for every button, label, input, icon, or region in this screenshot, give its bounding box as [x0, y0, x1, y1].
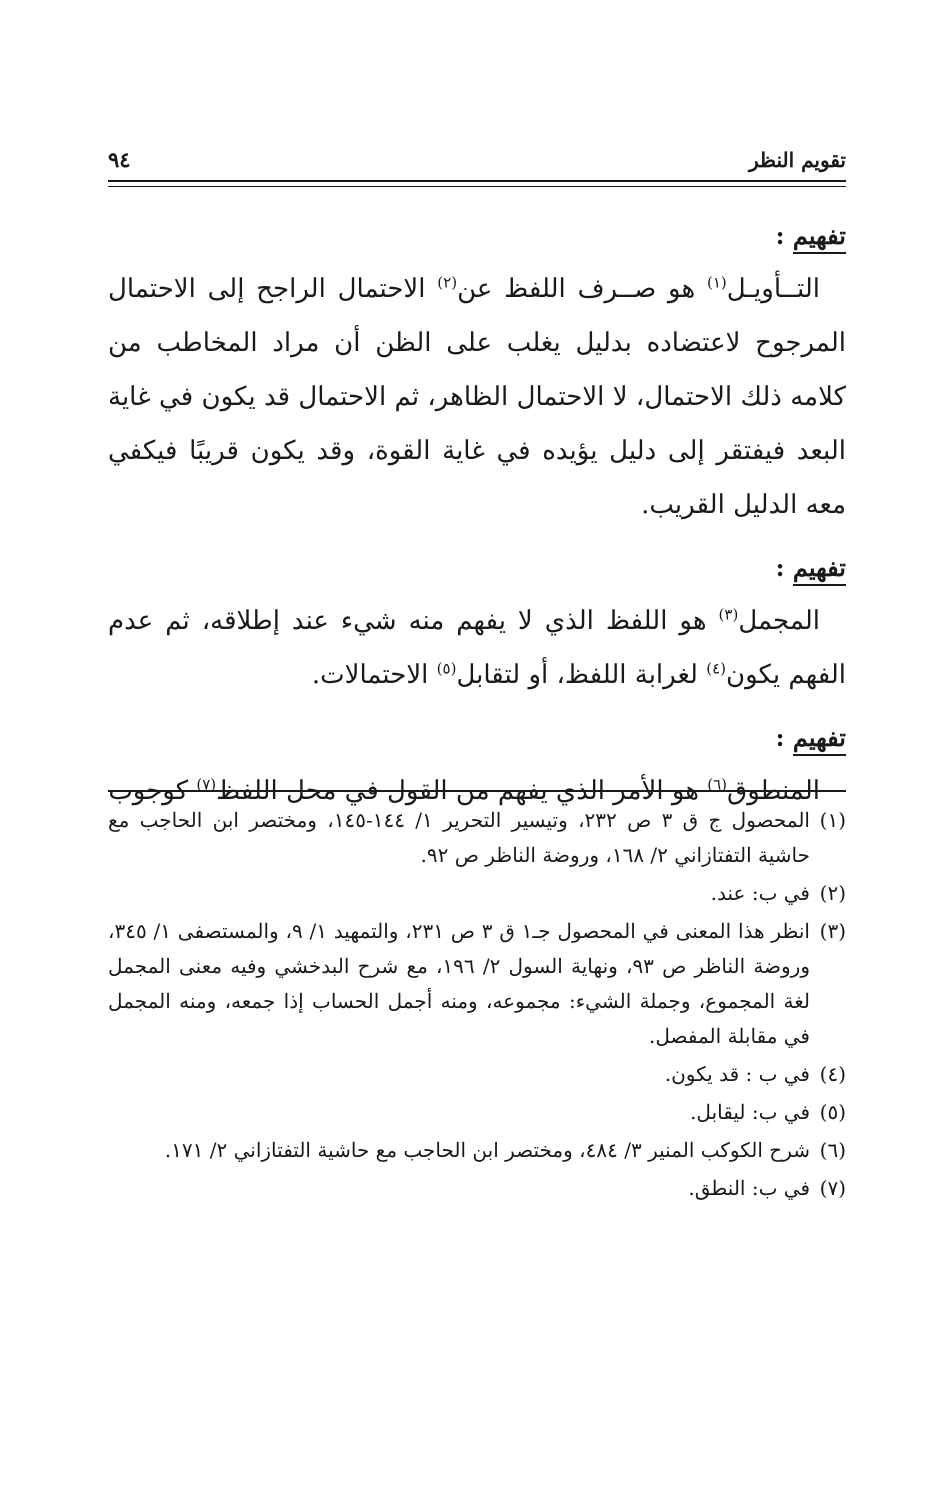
footnote-number: (٢) — [819, 881, 846, 905]
section-tawil — [108, 212, 846, 532]
footnote-number: (٣) — [819, 919, 846, 943]
page-header — [108, 145, 846, 179]
text: هو صــرف اللفظ عن — [457, 274, 707, 304]
paragraph — [108, 594, 846, 702]
footnote-ref[interactable]: (٤) — [706, 659, 727, 678]
section-heading: تفهيم : — [108, 212, 846, 260]
footnote-ref[interactable]: (٣) — [718, 605, 739, 624]
term: المجمل — [738, 606, 820, 636]
footnote-number: (٥) — [819, 1100, 846, 1124]
header-rule-thin — [108, 186, 846, 187]
footnote — [108, 803, 846, 873]
section-heading: تفهيم : — [108, 714, 846, 762]
running-title: تقويم النظر — [749, 148, 846, 172]
page-number: ٩٤ — [108, 147, 131, 172]
paragraph — [108, 262, 846, 532]
header-rule — [108, 180, 846, 182]
heading-word: تفهيم — [793, 221, 846, 254]
text: كوجوب — [108, 776, 197, 806]
footnotes — [108, 803, 846, 1209]
footnote-ref[interactable]: (٧) — [196, 775, 217, 794]
footnote-separator — [108, 790, 846, 792]
term: المنطوق — [727, 776, 820, 806]
footnote-ref[interactable]: (٥) — [436, 659, 457, 678]
main-text — [108, 212, 846, 830]
footnote-number: (٤) — [819, 1062, 846, 1086]
footnote — [108, 1057, 846, 1092]
footnote-text: في ب: النطق. — [688, 1176, 810, 1200]
footnote — [108, 1171, 846, 1206]
footnote — [108, 1133, 846, 1168]
text: لغرابة اللفظ، أو لتقابل — [456, 660, 707, 690]
footnote-text: في ب: ليقابل. — [690, 1100, 810, 1124]
section-heading: تفهيم : — [108, 544, 846, 592]
footnote-number: (٧) — [819, 1176, 846, 1200]
footnote-text: شرح الكوكب المنير ٣/ ٤٨٤، ومختصر ابن الحاجب مع حاشية التفتازاني ٢/ ١٧١. — [164, 1138, 810, 1162]
footnote-text: المحصول ج ق ٣ ص ٢٣٢، وتيسير التحرير ١/ ١٤٤-١٤٥، ومختصر ابن الحاجب مع حاشية التفتازاني ٢/ ١٦٨، وروضة الناظر ص ٩٢. — [108, 808, 810, 867]
footnote-ref[interactable]: (٢) — [437, 273, 458, 292]
footnote-ref[interactable]: (٦) — [707, 775, 728, 794]
footnote — [108, 876, 846, 911]
term: التــأويـل — [726, 274, 820, 304]
text: الاحتمالات. — [311, 660, 437, 690]
footnote — [108, 1095, 846, 1130]
footnote — [108, 914, 846, 1054]
footnote-number: (١) — [819, 808, 846, 832]
section-mujmal — [108, 544, 846, 702]
footnote-text: في ب : قد يكون. — [664, 1062, 810, 1086]
footnote-text: انظر هذا المعنى في المحصول جـ١ ق ٣ ص ٢٣١، والتمهيد ١/ ٩، والمستصفى ١/ ٣٤٥، وروضة الناظر ص ٩٣، ونهاية السول ٢/ ١٩٦، مع شرح البدخشي وفيه معنى المجمل لغة المجموع، وجملة الشيء: مجموعه، ومنه أجمل الحساب إذا جمعه، ومنه المجمل في مقابلة المفصل. — [108, 919, 810, 1048]
footnote-ref[interactable]: (١) — [706, 273, 727, 292]
footnote-text: في ب: عند. — [710, 881, 810, 905]
footnote-number: (٦) — [819, 1138, 846, 1162]
text: الاحتمال الراجح إلى الاحتمال المرجوح لاعتضاده بدليل يغلب على الظن أن مراد المخاطب من كلامه ذلك الاحتمال، لا الاحتمال الظاهر، ثم الاحتمال قد يكون في غاية البعد فيفتقر إلى دليل يؤيده في غاية القوة، وقد يكون قريبًا فيكفي معه الدليل القريب. — [108, 274, 846, 520]
text: هو اللفظ الذي لا يفهم منه شيء عند إطلاقه، ثم عدم الفهم يكون — [108, 606, 846, 690]
heading-word: تفهيم — [793, 723, 846, 756]
text: هو الأمر الذي يفهم من القول في محل اللفظ — [216, 776, 708, 806]
heading-word: تفهيم — [793, 553, 846, 586]
